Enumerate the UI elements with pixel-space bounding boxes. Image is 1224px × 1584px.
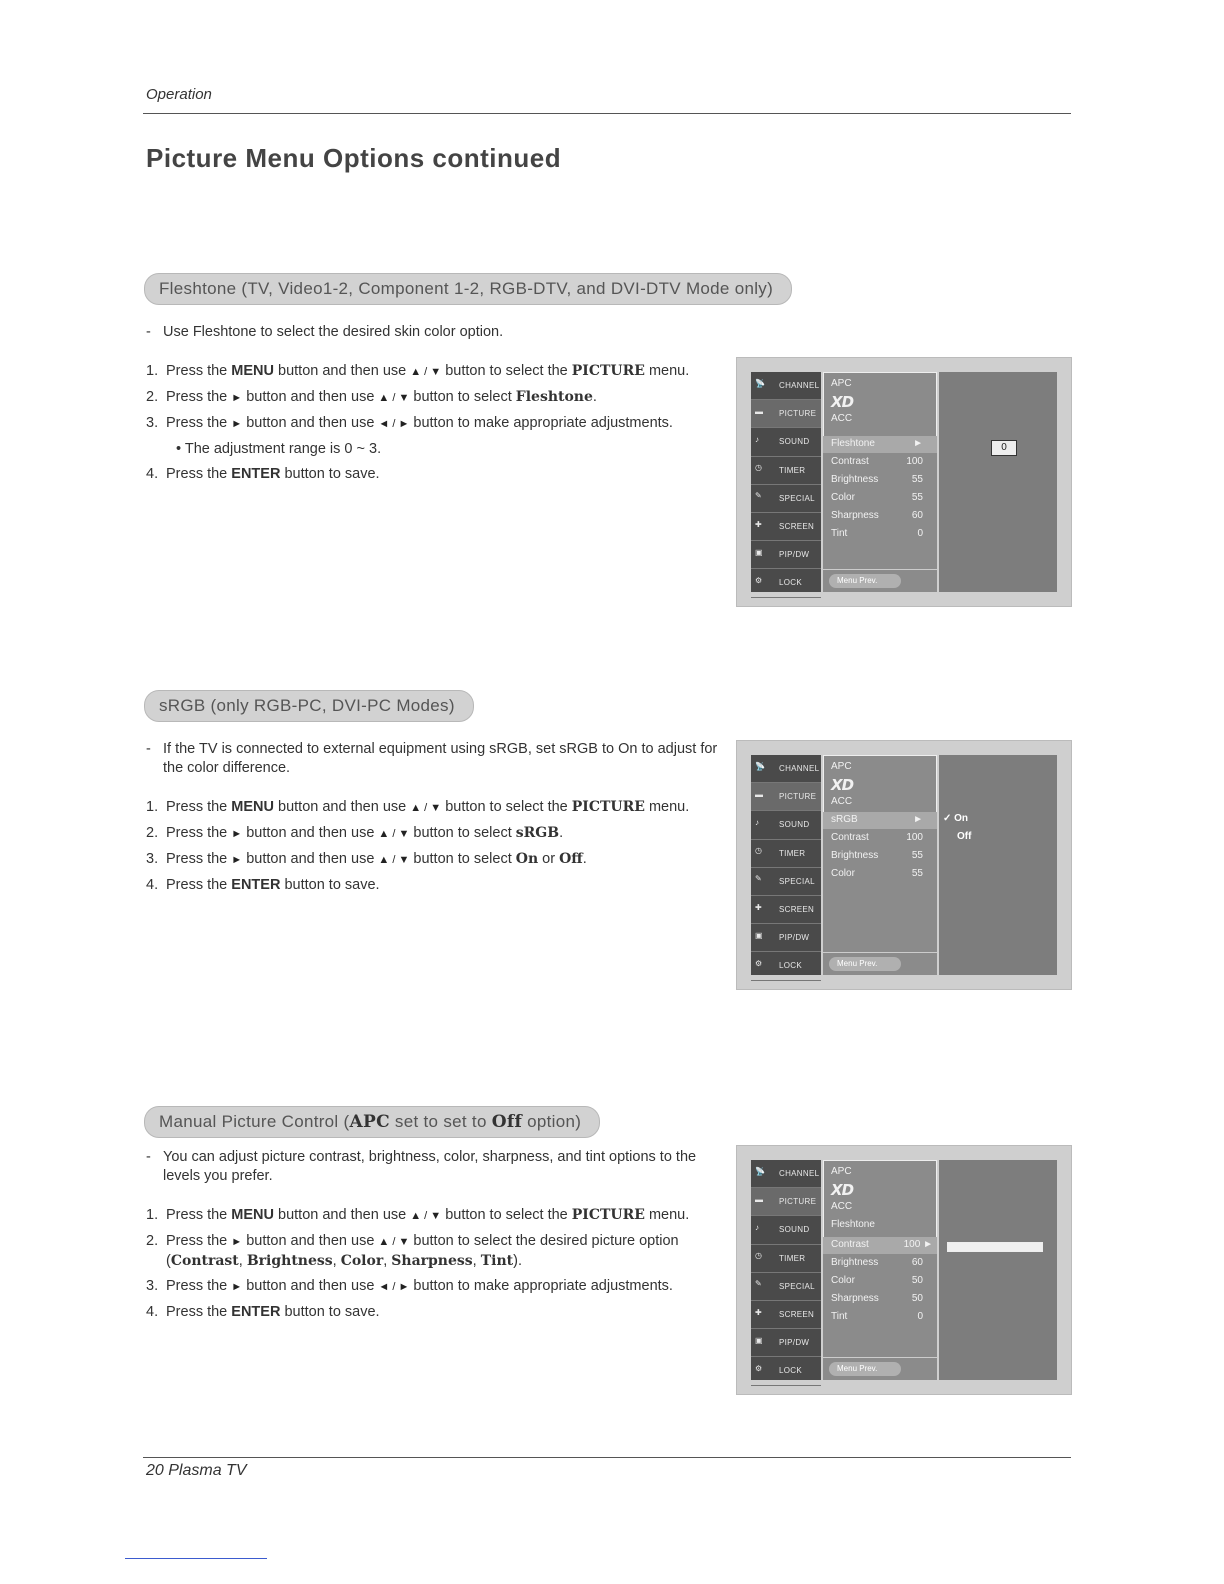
special-icon: ✎ [755, 491, 763, 501]
srgb-intro: - If the TV is connected to external equipment using sRGB, set sRGB to On to adjust for the color difference. [146, 740, 731, 778]
osd-menu-panel: APC XD ACC Fleshtone ► Contrast 100 Brightness 55 Color 55 Sharpness 60 Tint 0 Menu Prev. [823, 372, 937, 592]
osd-tab: 📡 CHANNEL [751, 1160, 821, 1188]
osd-submenu [939, 755, 1057, 975]
channel-icon: 📡 [755, 378, 766, 388]
lock-icon: ⚙ [755, 958, 763, 968]
lock-icon: ⚙ [755, 1363, 763, 1373]
step: 4. Press the ENTER button to save. [146, 877, 380, 893]
timer-icon: ◷ [755, 463, 763, 473]
fleshtone-block [146, 323, 731, 490]
pip-icon: ▣ [755, 547, 763, 557]
osd-submenu [939, 1160, 1057, 1380]
osd-fleshtone-value: 0 [991, 440, 1017, 456]
osd-tab: ✎ SPECIAL [751, 868, 821, 896]
osd-tab: ♪ SOUND [751, 1216, 821, 1244]
special-icon: ✎ [755, 874, 763, 884]
step: 1. Press the MENU button and then use ▲ / ▼ button to select the PICTURE menu. [146, 1207, 690, 1223]
sound-icon: ♪ [755, 434, 760, 444]
osd-tab: ✎ SPECIAL [751, 485, 821, 513]
step: 1. Press the MENU button and then use ▲ / ▼ button to select the PICTURE menu. [146, 363, 690, 379]
osd-tab-list [751, 755, 821, 975]
channel-icon: 📡 [755, 761, 766, 771]
page-title: Picture Menu Options continued [146, 143, 562, 173]
arrow-right-icon: ► [913, 814, 923, 825]
osd-menu-prev: Menu Prev. [829, 574, 901, 588]
fleshtone-intro: - Use Fleshtone to select the desired skin color option. [146, 324, 504, 340]
lock-icon: ⚙ [755, 575, 763, 585]
osd-tab: ◷ TIMER [751, 840, 821, 868]
osd-item-fleshtone: Fleshtone [831, 438, 875, 449]
manual-block [146, 1148, 731, 1328]
fleshtone-heading [144, 273, 792, 305]
osd-tab: ⚙ LOCK [751, 952, 821, 980]
srgb-heading [144, 690, 474, 722]
footer-link-line [125, 1558, 267, 1559]
picture-icon: ▬ [755, 789, 764, 799]
osd-srgb-screenshot [736, 740, 1072, 990]
intro-text: Use Fleshtone to select the desired skin color option. [163, 324, 504, 340]
step: 3. Press the ► button and then use ◄ / ► button to make appropriate adjustments. [146, 415, 673, 431]
step: 2. Press the ► button and then use ▲ / ▼ button to select sRGB. [146, 825, 564, 841]
sound-icon: ♪ [755, 1222, 760, 1232]
timer-icon: ◷ [755, 1251, 763, 1261]
arrow-right-icon: ► [913, 438, 923, 449]
manual-intro: - You can adjust picture contrast, brightness, color, sharpness, and tint options to the levels you prefer. [146, 1148, 731, 1186]
osd-tab: ▬ PICTURE [751, 783, 821, 811]
osd-tab: ▣ PIP/DW [751, 541, 821, 569]
osd-menu-panel: APC XD ACC sRGB ► Contrast 100 Brightness 55 Color 55 Menu Prev. [823, 755, 937, 975]
step: 4. Press the ENTER button to save. [146, 1304, 380, 1320]
intro-text: If the TV is connected to external equipment using sRGB, set sRGB to On to adjust for the color difference. [163, 741, 718, 776]
picture-icon: ▬ [755, 406, 764, 416]
intro-text: You can adjust picture contrast, brightness, color, sharpness, and tint options to the levels you prefer. [163, 1149, 697, 1184]
osd-xd: XD [831, 393, 854, 411]
srgb-block [146, 740, 731, 901]
step: 4. Press the ENTER button to save. [146, 466, 380, 482]
osd-tab: ▣ PIP/DW [751, 1329, 821, 1357]
osd-tab: ⚙ LOCK [751, 569, 821, 597]
osd-acc: ACC [831, 413, 853, 424]
osd-tab: ◷ TIMER [751, 1245, 821, 1273]
osd-tab: ▣ PIP/DW [751, 924, 821, 952]
page-footer: 20 Plasma TV [146, 1462, 247, 1479]
osd-item-srgb: sRGB [831, 814, 858, 825]
channel-icon: 📡 [755, 1166, 766, 1176]
osd-submenu [939, 372, 1057, 592]
osd-tab: 📡 CHANNEL [751, 372, 821, 400]
osd-tab: ✎ SPECIAL [751, 1273, 821, 1301]
top-divider [143, 113, 1071, 114]
step: 1. Press the MENU button and then use ▲ / ▼ button to select the PICTURE menu. [146, 799, 690, 815]
special-icon: ✎ [755, 1279, 763, 1289]
screen-icon: ✚ [755, 902, 763, 912]
screen-icon: ✚ [755, 1307, 763, 1317]
fleshtone-heading-text: Fleshtone (TV, Video1-2, Component 1-2, RGB-DTV, and DVI-DTV Mode only) [159, 279, 774, 298]
osd-tab: 📡 CHANNEL [751, 755, 821, 783]
osd-fleshtone-screenshot [736, 357, 1072, 607]
osd-tab: ▬ PICTURE [751, 400, 821, 428]
contrast-level-track [947, 1242, 1043, 1252]
section-label: Operation [146, 86, 212, 103]
osd-menu-panel: APC XD ACC Fleshtone Contrast 100 ► Brightness 60 Color 50 Sharpness 50 Tint 0 Menu Prev. [823, 1160, 937, 1380]
osd-tab: ✚ SCREEN [751, 896, 821, 924]
step: 3. Press the ► button and then use ▲ / ▼ button to select On or Off. [146, 851, 587, 867]
osd-tab-list [751, 372, 821, 592]
screen-icon: ✚ [755, 519, 763, 529]
pip-icon: ▣ [755, 1335, 763, 1345]
osd-tab: ⚙ LOCK [751, 1357, 821, 1385]
manual-heading: Manual Picture Control (APC set to set to Off option) [144, 1106, 600, 1138]
osd-apc: APC [831, 378, 852, 389]
step: 2. Press the ► button and then use ▲ / ▼ button to select Fleshtone. [146, 389, 597, 405]
bottom-divider [143, 1457, 1071, 1458]
step: 2. Press the ► button and then use ▲ / ▼ button to select the desired picture option (Contrast, Brightness, Color, Sharpness, Tint). [146, 1233, 679, 1269]
osd-option-on: ✓ On [943, 813, 969, 824]
osd-tab-list [751, 1160, 821, 1380]
timer-icon: ◷ [755, 846, 763, 856]
osd-tab: ♪ SOUND [751, 428, 821, 456]
sound-icon: ♪ [755, 817, 760, 827]
picture-icon: ▬ [755, 1194, 764, 1204]
osd-tab: ▬ PICTURE [751, 1188, 821, 1216]
osd-item-contrast: Contrast [831, 1239, 869, 1250]
step-note: • The adjustment range is 0 ~ 3. [176, 441, 382, 457]
srgb-heading-text: sRGB (only RGB-PC, DVI-PC Modes) [159, 696, 455, 715]
osd-manual-screenshot [736, 1145, 1072, 1395]
osd-tab: ✚ SCREEN [751, 513, 821, 541]
osd-tab: ◷ TIMER [751, 457, 821, 485]
osd-tab: ✚ SCREEN [751, 1301, 821, 1329]
step: 3. Press the ► button and then use ◄ / ► button to make appropriate adjustments. [146, 1278, 673, 1294]
osd-option-off: Off [957, 831, 972, 842]
pip-icon: ▣ [755, 930, 763, 940]
osd-tab: ♪ SOUND [751, 811, 821, 839]
contrast-level-fill [948, 1243, 1042, 1251]
